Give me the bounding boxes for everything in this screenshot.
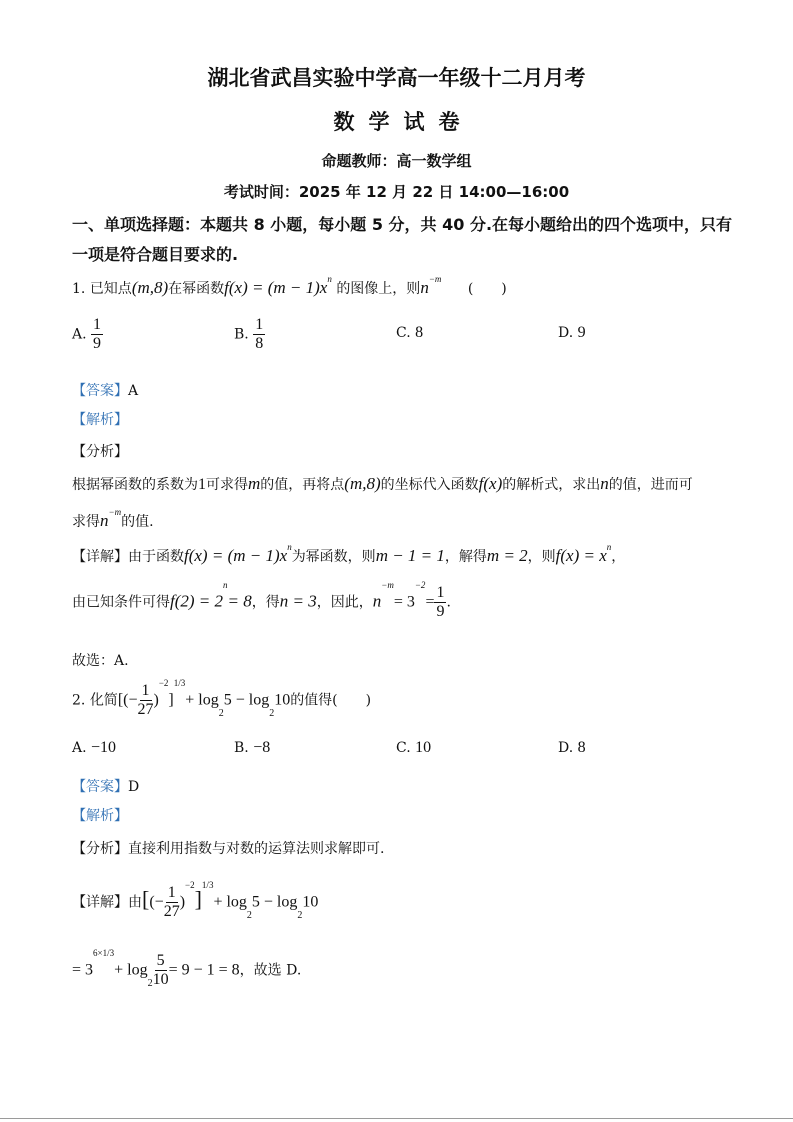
stem-text: 已知点 [89, 281, 132, 297]
jiexi-tag: 【解析】 [72, 412, 128, 428]
exam-subtitle: 数学试卷 [333, 110, 474, 134]
fenxi-tag: 【分析】 [72, 444, 128, 460]
section-heading-line2: 一项是符合题目要求的. [72, 245, 239, 264]
math: [(− [117, 691, 138, 709]
math: f(x) [478, 474, 503, 493]
math: n [372, 591, 382, 611]
question-number: 1. [72, 281, 86, 297]
question-1-stem [72, 274, 507, 298]
math: = 8 [227, 591, 252, 611]
math: 5 − log [223, 691, 270, 709]
option-label: B. [234, 326, 249, 343]
exp-den: 3 [208, 880, 214, 890]
fraction [138, 682, 154, 719]
option-value: −8 [253, 739, 271, 756]
denominator: 27 [137, 701, 154, 718]
numerator: 1 [255, 316, 264, 333]
option-value: 8 [577, 739, 586, 756]
math: n = 3 [279, 591, 317, 611]
option-d [558, 324, 586, 342]
page-bottom-rule [0, 1118, 793, 1119]
math: 1 [198, 476, 206, 493]
text: 由已知条件可得 [72, 594, 170, 611]
math: (m,8) [344, 474, 381, 493]
math: = [425, 593, 435, 611]
fraction [434, 584, 446, 621]
denominator: 27 [163, 903, 180, 920]
option-b [234, 739, 270, 757]
math: n [100, 511, 109, 530]
denominator: 8 [255, 335, 264, 352]
math: f(x) = (m − 1)x [184, 546, 288, 565]
ask-expression: n [420, 278, 429, 297]
numerator: 5 [156, 952, 165, 969]
math: f(x) = x [555, 546, 607, 565]
stem-text: 的值得( ) [290, 692, 372, 709]
text: ，因此， [316, 594, 373, 611]
option-label: B. [234, 740, 249, 756]
answer-tag: 【答案】 [72, 383, 128, 399]
option-c [396, 324, 423, 342]
option-value: 10 [415, 739, 432, 756]
exam-time-line: 考试时间：2025 年 12 月 22 日 14:00—16:00 [223, 183, 570, 201]
fraction [164, 884, 180, 921]
question-number: 2. [72, 692, 86, 709]
option-label: D. [558, 325, 574, 341]
numerator: 1 [167, 884, 176, 901]
math: + log [213, 893, 247, 911]
text: . [446, 594, 451, 611]
math: ) [179, 893, 186, 911]
math: (− [149, 893, 164, 911]
math: m − 1 = 1 [375, 546, 445, 565]
numerator: 1 [141, 682, 150, 699]
fraction [153, 952, 169, 989]
math: = 3 [72, 961, 94, 979]
exponent: n [327, 274, 332, 284]
exponent: n [287, 542, 292, 552]
option-a [72, 316, 103, 353]
math: = 3 [393, 593, 415, 611]
text: 的坐标代入函数 [380, 477, 479, 493]
exp-num: 1 [173, 678, 179, 688]
option-label: C. [396, 740, 411, 756]
text: 为幂函数，则 [291, 549, 376, 565]
option-d [558, 739, 586, 757]
text: 由于函数 [128, 549, 184, 565]
exponent: −m [428, 274, 442, 284]
exponent: −m [108, 507, 122, 517]
math: 10 [274, 691, 291, 709]
fraction [91, 316, 103, 353]
math: = 9 − 1 = 8 [168, 961, 240, 979]
text: 可求得 [206, 477, 248, 493]
math: 5 − log [251, 893, 298, 911]
question-2-stem: 2. 化简[(− $\frac{1}{27}$ )$^{-2}$]$^{1/3}$+ log25 − log210的值得( ) [72, 678, 372, 719]
denominator: 9 [436, 603, 445, 620]
subscript: 2 [297, 910, 303, 921]
jiexi-tag: 【解析】 [72, 808, 128, 824]
option-value: 9 [577, 324, 586, 341]
text: 根据幂函数的系数为 [72, 477, 198, 493]
text: ，解得 [444, 549, 487, 565]
fenxi-line-2 [72, 507, 154, 531]
exponent: −2 [414, 580, 426, 590]
xiangjie-tag: 【详解】 [72, 549, 128, 565]
text: ，则 [527, 549, 556, 565]
text: 的值，进而可 [608, 477, 693, 493]
text: 的值. [121, 514, 154, 530]
point-expression: (m,8) [131, 278, 169, 297]
option-label: C. [396, 325, 411, 341]
math: 10 [302, 893, 319, 911]
xiangjie-line-1: 【详解】由[(− $\frac{1}{27}$ )$^{-2}$]$^{1/3}$+ log25 − log210 [72, 880, 319, 921]
numerator: 1 [436, 584, 445, 601]
exponent: −2 [158, 678, 169, 688]
fraction [253, 316, 265, 353]
option-label: A. [72, 740, 87, 756]
denominator: 10 [152, 971, 169, 988]
text: 的值，再将点 [260, 477, 345, 493]
math: m [248, 474, 261, 493]
exponent: 6×1/3 [93, 948, 115, 958]
math: f(2) = 2 [170, 591, 224, 611]
text: 求得 [72, 514, 100, 530]
answer-tag: 【答案】 [72, 779, 128, 795]
math: + log [114, 961, 148, 979]
xiangjie-line-2 [72, 948, 302, 989]
exponent: n [223, 580, 228, 590]
exponent: 1/3 [173, 678, 186, 688]
text: 的解析式，求出 [502, 477, 601, 493]
subscript: 2 [246, 910, 252, 921]
stem-text: 的图像上，则 [336, 281, 421, 297]
exponent: n [606, 542, 612, 552]
exponent: −2 [185, 880, 195, 890]
fenxi-tag: 【分析】 [72, 841, 128, 857]
exp-num: 1 [201, 880, 207, 890]
function-expression: f(x) = (m − 1)x [224, 278, 328, 297]
answer-paren: ( ) [467, 281, 507, 297]
math: ) [153, 691, 159, 709]
xiangjie-line-1 [72, 542, 626, 566]
q1-conclusion: 故选：A. [72, 653, 129, 669]
fenxi-text: 直接利用指数与对数的运算法则求解即可. [128, 841, 385, 857]
teacher-line: 命题教师：高一数学组 [321, 152, 472, 170]
fenxi-line [72, 838, 384, 858]
answer-line [72, 380, 138, 400]
subscript: 2 [218, 708, 224, 719]
subscript: 2 [147, 978, 153, 989]
fenxi-line-1 [72, 474, 693, 494]
xiangjie-line-2 [72, 580, 451, 621]
answer-value: A [128, 383, 139, 399]
section-heading-line1: 一、单项选择题：本题共 8 小题，每小题 5 分，共 40 分.在每小题给出的四个选项中，只有 [72, 215, 733, 234]
numerator: 1 [93, 316, 102, 333]
option-c [396, 739, 431, 757]
math: + log [185, 691, 219, 709]
text: 由 [128, 894, 142, 911]
stem-text: 在幂函数 [168, 281, 225, 297]
denominator: 9 [93, 335, 102, 352]
subscript: 2 [269, 708, 275, 719]
text: ，故选 D. [239, 962, 302, 979]
exp-den: 3 [180, 678, 186, 688]
text: ， [611, 549, 626, 565]
math: m = 2 [486, 546, 528, 565]
option-value: 8 [415, 324, 424, 341]
answer-value: D [128, 779, 140, 795]
math: n [600, 474, 609, 493]
option-label: D. [558, 740, 574, 756]
text: ，得 [251, 594, 280, 611]
stem-text: 化简 [89, 692, 118, 709]
answer-line [72, 776, 139, 796]
option-b [234, 316, 265, 353]
option-a [72, 739, 116, 757]
xiangjie-tag: 【详解】 [72, 894, 128, 911]
exponent: 1/3 [201, 880, 214, 890]
exponent: −m [381, 580, 394, 590]
option-label: A. [72, 326, 87, 343]
option-value: −10 [91, 739, 117, 756]
exam-title: 湖北省武昌实验中学高一年级十二月月考 [207, 66, 586, 90]
